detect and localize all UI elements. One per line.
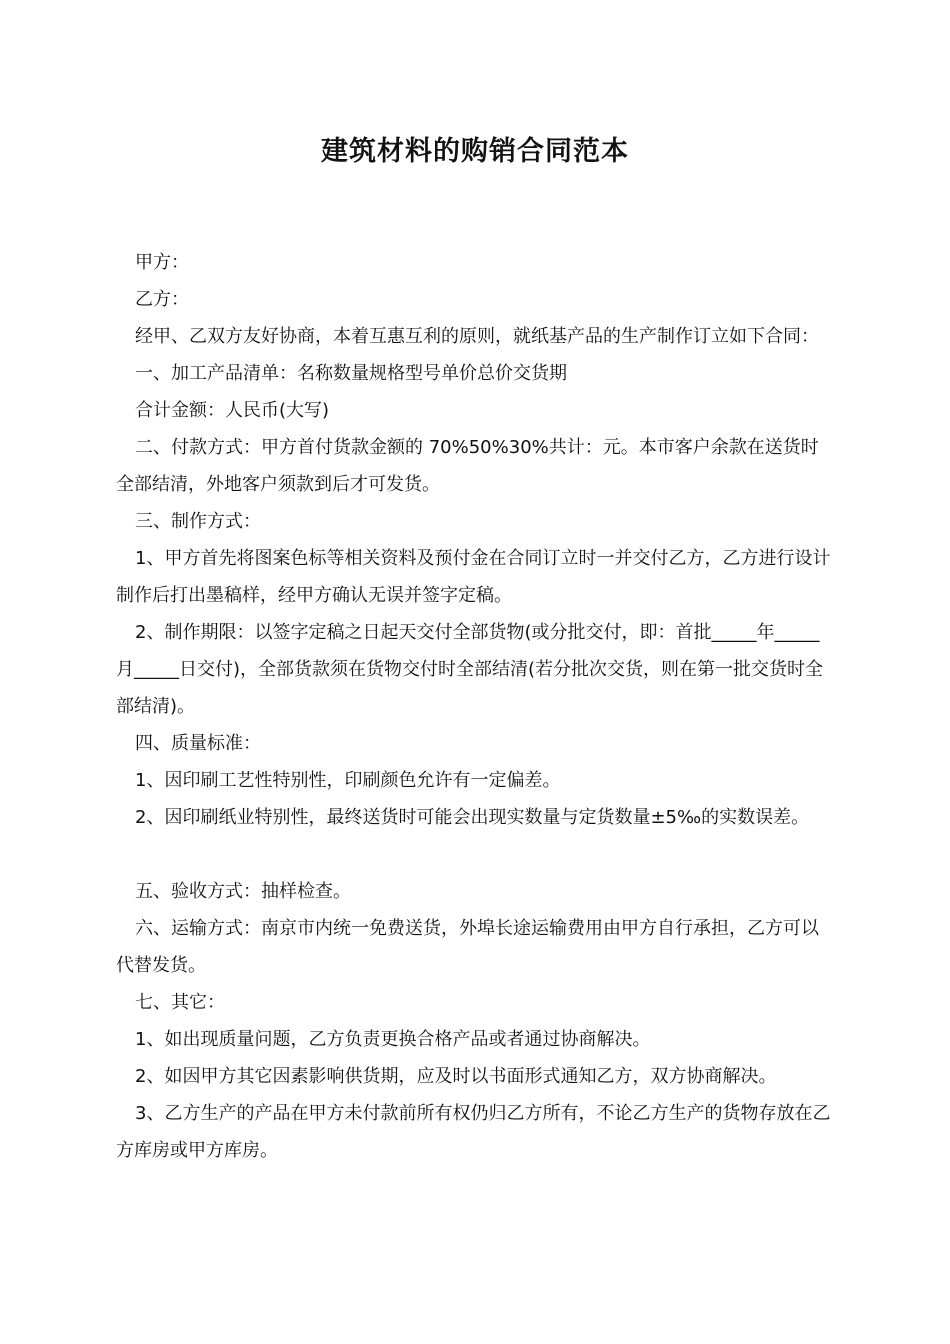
section-4-item-2: 2、因印刷纸业特别性，最终送货时可能会出现实数量与定货数量±5‰的实数误差。 bbox=[135, 807, 810, 828]
party-a-line: 甲方： bbox=[135, 252, 189, 273]
section-5-acceptance: 五、验收方式：抽样检查。 bbox=[135, 881, 351, 902]
section-4-heading: 四、质量标准： bbox=[135, 733, 261, 754]
party-b-line: 乙方： bbox=[135, 289, 189, 310]
section-3-item-2: 2、制作期限：以签字定稿之日起天交付全部货物(或分批交付，即：首批_____年_____月_____日交付)，全部货款须在货物交付时全部结清(若分批次交货，则在第一批交货时全部结清)。 bbox=[116, 622, 824, 717]
blank-line bbox=[116, 836, 836, 873]
section-4-item-1: 1、因印刷工艺性特别性，印刷颜色允许有一定偏差。 bbox=[135, 770, 561, 791]
section-7-heading: 七、其它： bbox=[135, 992, 225, 1013]
section-1-product-list: 一、加工产品清单：名称数量规格型号单价总价交货期 bbox=[135, 363, 567, 384]
total-amount-line: 合计金额：人民币(大写) bbox=[135, 400, 330, 421]
document-body bbox=[116, 244, 836, 1169]
section-3-heading: 三、制作方式： bbox=[135, 511, 261, 532]
section-7-item-3: 3、乙方生产的产品在甲方未付款前所有权仍归乙方所有，不论乙方生产的货物存放在乙方库房或甲方库房。 bbox=[116, 1103, 831, 1161]
section-7-item-2: 2、如因甲方其它因素影响供货期，应及时以书面形式通知乙方，双方协商解决。 bbox=[135, 1066, 777, 1087]
section-3-item-1: 1、甲方首先将图案色标等相关资料及预付金在合同订立时一并交付乙方，乙方进行设计制作后打出墨稿样，经甲方确认无误并签字定稿。 bbox=[116, 548, 831, 606]
section-6-transport: 六、运输方式：南京市内统一免费送货，外埠长途运输费用由甲方自行承担，乙方可以代替发货。 bbox=[116, 918, 819, 976]
section-2-payment: 二、付款方式：甲方首付货款金额的 70%50%30%共计：元。本市客户余款在送货时全部结清，外地客户须款到后才可发货。 bbox=[116, 437, 819, 495]
section-7-item-1: 1、如出现质量问题，乙方负责更换合格产品或者通过协商解决。 bbox=[135, 1029, 651, 1050]
document-title: 建筑材料的购销合同范本 bbox=[321, 136, 629, 167]
preamble-paragraph: 经甲、乙双方友好协商，本着互惠互利的原则，就纸基产品的生产制作订立如下合同： bbox=[135, 326, 819, 347]
